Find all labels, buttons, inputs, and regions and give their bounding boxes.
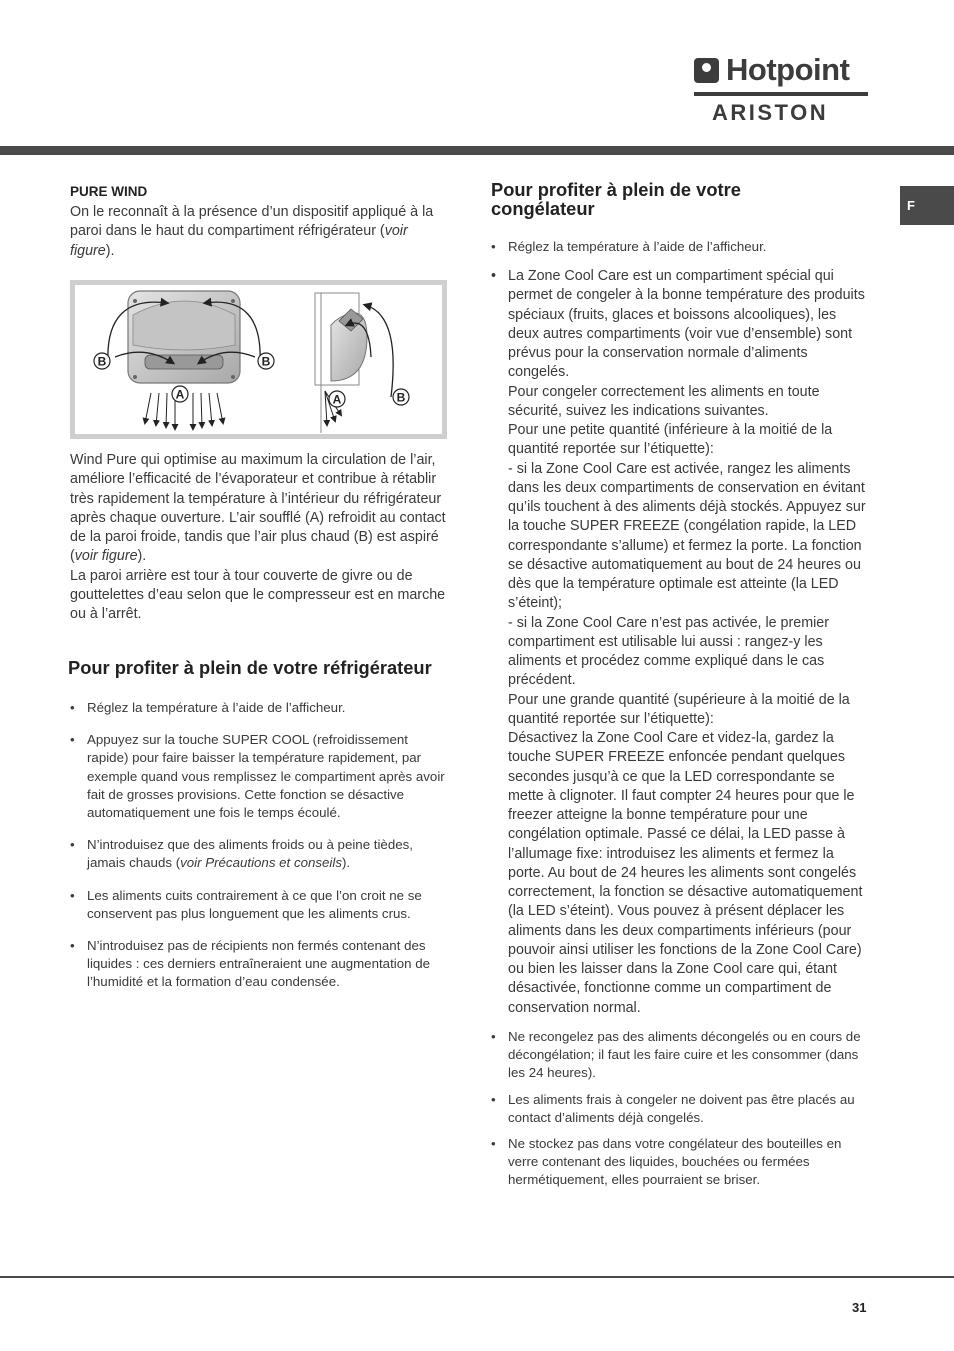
logo-divider (694, 92, 868, 96)
airflow-diagram (75, 285, 442, 434)
list-item: • Ne stockez pas dans votre congélateur des bouteilles en verre contenant des liquides, bouchées ou fermées hermétiquement, elles pourraient se briser. (491, 1135, 871, 1190)
list-item: • Ne recongelez pas des aliments décongelés ou en cours de décongélation; il faut les faire cuire et les consommer (dans les 24 heures). (491, 1028, 871, 1083)
fridge-heading: Pour profiter à plein de votre réfrigérateur (68, 657, 432, 678)
label-b-left: B (97, 354, 107, 369)
list-item: • Appuyez sur la touche SUPER COOL (refroidissement rapide) pour faire baisser la température rapidement, par exemple quand vous remplissez le compartiment après avoir fait de grosses provisions. Cette fonction se désactive automatiquement une fois le temps écoulé. (70, 731, 448, 822)
label-b-side: B (396, 390, 406, 405)
brand-name: Hotpoint (726, 52, 850, 87)
pure-wind-title: PURE WIND (70, 184, 148, 199)
pure-wind-paragraph-1: Wind Pure qui optimise au maximum la circulation de l’air, améliore l’efficacité de l’évaporateur et contribue à rétablir très rapidement la température à l’intérieur du réfrigérateur après chaque ouverture. L’air soufflé (A) refroidit au contact de la paroi froide, tandis que l’air plus chaud (B) est aspiré (voir figure). (70, 452, 446, 565)
logo-mark-icon (694, 58, 719, 83)
label-a-side: A (332, 392, 342, 407)
pure-wind-paragraph-2: La paroi arrière est tour à tour couverte de givre ou de gouttelettes d’eau selon que le compresseur est en marche ou à l’arrêt. (70, 567, 446, 623)
pure-wind-figure (70, 280, 447, 439)
list-item: • Les aliments cuits contrairement à ce que l’on croit ne se conservent pas plus longuement que les aliments crus. (70, 887, 448, 923)
list-item: • Les aliments frais à congeler ne doivent pas être placés au contact d’aliments déjà congelés. (491, 1091, 871, 1127)
list-item: • La Zone Cool Care est un compartiment spécial qui permet de congeler à la bonne température des produits spéciaux (fruits, glaces et boissons alcooliques), les deux autres compartiments (voir vue d’ensemble) sont prévus pour la conservation normale d’aliments congelés. Pour congeler correctement les aliments en toute sécurité, suivez les indications suivantes. Pour une petite quantité (inférieure à la moitié de la quantité reportée sur l’étiquette): - si la Zone Cool Care est activée, rangez les aliments dans les deux compartiments de conservation en évitant qu’ils touchent à des aliments déjà stockés. Appuyez sur la touche SUPER FREEZE (congélation rapide, la LED correspondante s’allume) et fermez la porte. La fonction se désactive automatiquement au bout de 24 heures ou dès que la température optimale est atteinte (la LED s’éteint); - si la Zone Cool Care n’est pas activée, le premier compartiment est utilisable lui aussi : rangez-y les aliments et procédez comme expliqué dans le cas précédent. Pour une grande quantité (supérieure à la moitié de la quantité reportée sur l’étiquette): Désactivez la Zone Cool Care et videz-la, gardez la touche SUPER FREEZE enfoncée pendant quelques secondes jusqu’à ce que la LED correspondante se mette à clignoter. Il faut compter 24 heures pour que le freezer atteigne la bonne température pour une congélation optimale. Passé ce délai, la LED passe à l’allumage fixe: introduisez les aliments et fermez la porte. Au bout de 24 heures les aliments sont congelés correctement, la fonction se désactive automatiquement (la LED s’éteint). Vous pouvez à présent déplacer les aliments dans les deux compartiments inférieurs (pour pouvoir ainsi utiliser les fonctions de la Zone Cool Care) ou bien les laisser dans la Zone Cool care qui, étant désactivée, fonctionne comme un compartiment de conservation normal. (491, 267, 871, 1018)
fridge-bullet-list (68, 699, 448, 992)
pure-wind-intro: On le reconnaît à la présence d’un dispositif appliqué à la paroi dans le haut du compartiment réfrigérateur (voir figure). (70, 204, 434, 259)
label-a-front: A (175, 387, 185, 402)
list-item: • N’introduisez que des aliments froids ou à peine tièdes, jamais chauds (voir Précautions et conseils). (70, 836, 448, 872)
pure-wind-description (70, 451, 450, 625)
list-item: • Réglez la température à l’aide de l’afficheur. (70, 699, 448, 717)
freezer-section (491, 180, 871, 1190)
label-b-right: B (261, 354, 271, 369)
brand-logo (694, 50, 870, 126)
brand-sub: ARISTON (712, 100, 829, 125)
freezer-bullet-list (491, 238, 871, 1190)
page-number: 31 (852, 1300, 867, 1315)
list-item: • N’introduisez pas de récipients non fermés contenant des liquides : ces derniers entraîneraient une augmentation de l’humidité et la formation d’eau condensée. (70, 937, 448, 992)
freezer-heading: Pour profiter à plein de votre congélateur (491, 179, 741, 219)
list-item: • Réglez la température à l’aide de l’afficheur. (491, 238, 871, 256)
footer-rule (0, 1276, 954, 1278)
pure-wind-section (70, 184, 450, 261)
fridge-section (68, 658, 448, 992)
header-bar (0, 146, 954, 155)
language-tab: F (900, 186, 954, 225)
